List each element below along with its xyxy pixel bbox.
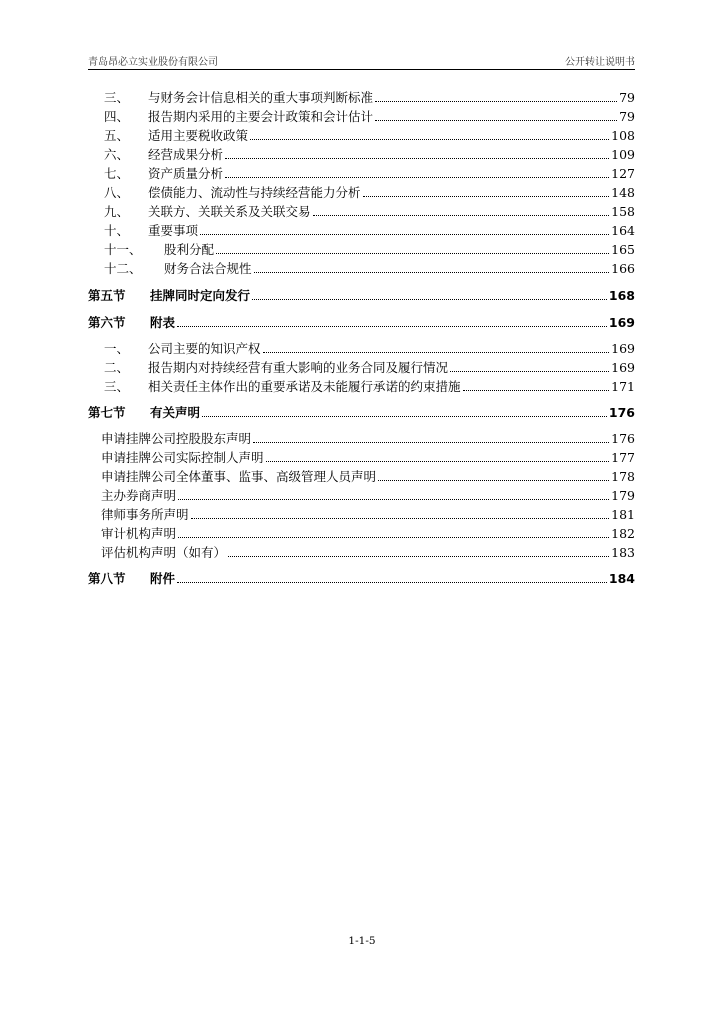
dot-leader [254,272,610,273]
toc-entry-title: 与财务会计信息相关的重大事项判断标准 [148,90,374,105]
toc-entry-title: 公司主要的知识产权 [148,341,261,356]
toc-entry[interactable] [88,429,635,447]
dot-leader [177,326,607,327]
toc-section-6[interactable] [88,313,635,331]
toc-entry-title: 报告期内对持续经营有重大影响的业务合同及履行情况 [148,360,449,375]
toc-entry-title: 相关责任主体作出的重要承诺及未能履行承诺的约束措施 [148,379,461,394]
toc-section-title: 附件 [150,571,176,586]
dot-leader [375,101,617,102]
toc-entry-title: 报告期内采用的主要会计政策和会计估计 [148,109,374,124]
toc-entry-title: 主办券商声明 [101,488,177,503]
toc-entry-number: 一、 [104,341,130,356]
toc-entry-page: 79 [619,90,635,105]
toc-entry-title: 申请挂牌公司实际控制人声明 [101,450,264,465]
dot-leader [313,215,610,216]
toc-entry-page: 179 [611,488,635,503]
toc-entry-number: 二、 [104,360,130,375]
dot-leader [177,582,607,583]
toc-section-title: 有关声明 [150,405,201,420]
dot-leader [202,416,607,417]
toc-entry-title: 资产质量分析 [148,166,224,181]
toc-entry-title: 申请挂牌公司全体董事、监事、高级管理人员声明 [101,469,377,484]
toc-entry-title: 股利分配 [164,242,215,257]
toc-entry-number: 四、 [104,109,130,124]
dot-leader [191,518,610,519]
toc-entry[interactable] [88,486,635,504]
toc-entry-number: 五、 [104,128,130,143]
toc-entry-number: 九、 [104,204,130,219]
dot-leader [216,253,609,254]
toc-section-page: 169 [608,315,635,330]
toc-entry-number: 三、 [104,379,130,394]
toc-entry[interactable] [88,358,635,376]
toc-section-number: 第七节 [88,405,126,420]
toc-entry-number: 十、 [104,223,130,238]
toc-entry[interactable] [88,126,635,144]
dot-leader [250,139,609,140]
toc-entry-number: 三、 [104,90,130,105]
toc-entry[interactable] [88,164,635,182]
dot-leader [200,234,609,235]
dot-leader [263,352,610,353]
toc-entry[interactable] [88,202,635,220]
toc-entry-title: 审计机构声明 [101,526,177,541]
toc-entry-number: 八、 [104,185,130,200]
toc-entry[interactable] [88,240,635,258]
header-rule [88,69,635,70]
toc-entry-number: 十二、 [104,261,142,276]
toc-entry[interactable] [88,377,635,395]
page-number: 1-1-5 [348,935,376,947]
toc-entry-page: 158 [611,204,635,219]
toc-entry-title: 偿债能力、流动性与持续经营能力分析 [148,185,361,200]
dot-leader [375,120,617,121]
toc-section-page: 184 [608,571,635,586]
toc-entry-page: 164 [611,223,635,238]
toc-entry[interactable] [88,505,635,523]
toc-entry-title: 适用主要税收政策 [148,128,249,143]
toc-entry-page: 181 [611,507,635,522]
dot-leader [178,537,609,538]
dot-leader [378,480,609,481]
toc-entry[interactable] [88,467,635,485]
header-company-name: 青岛昂必立实业股份有限公司 [88,57,218,68]
toc-entry-number: 十一、 [104,242,142,257]
toc-section-5[interactable] [88,286,635,304]
toc-entry-title: 经营成果分析 [148,147,224,162]
dot-leader [253,442,609,443]
dot-leader [252,299,607,300]
toc-entry-page: 177 [611,450,635,465]
toc-entry[interactable] [88,448,635,466]
toc-entry[interactable] [88,88,635,106]
toc-entry[interactable] [88,145,635,163]
dot-leader [178,499,609,500]
toc-entry-number: 六、 [104,147,130,162]
toc-entry-page: 127 [611,166,635,181]
toc-entry[interactable] [88,543,635,561]
toc-entry-page: 178 [611,469,635,484]
toc-entry[interactable] [88,339,635,357]
toc-entry[interactable] [88,183,635,201]
toc-entry-page: 182 [611,526,635,541]
dot-leader [463,390,610,391]
toc-entry-title: 财务合法合规性 [164,261,252,276]
toc-entry-page: 165 [611,242,635,257]
toc-entry-title: 关联方、关联关系及关联交易 [148,204,311,219]
toc-section-number: 第六节 [88,315,126,330]
toc-section-title: 附表 [150,315,176,330]
toc-section-8[interactable] [88,569,635,587]
toc-entry-page: 109 [611,147,635,162]
toc-entry-title: 评估机构声明（如有） [101,545,227,560]
toc-entry-title: 重要事项 [148,223,199,238]
header-document-type: 公开转让说明书 [565,57,635,68]
toc-entry-page: 183 [611,545,635,560]
dot-leader [266,461,610,462]
toc-entry-page: 171 [611,379,635,394]
toc-entry-page: 166 [611,261,635,276]
toc-section-number: 第五节 [88,288,126,303]
toc-section-title: 挂牌同时定向发行 [150,288,251,303]
toc-entry-page: 79 [619,109,635,124]
dot-leader [450,371,609,372]
toc-section-number: 第八节 [88,571,126,586]
toc-entry[interactable] [88,259,635,277]
toc-entry-page: 148 [611,185,635,200]
dot-leader [225,177,609,178]
dot-leader [228,556,609,557]
toc-entry[interactable] [88,524,635,542]
toc-entry-number: 七、 [104,166,130,181]
toc-entry[interactable] [88,221,635,239]
dot-leader [363,196,610,197]
toc-entry-title: 申请挂牌公司控股股东声明 [101,431,252,446]
toc-section-page: 168 [608,288,635,303]
toc-section-page: 176 [608,405,635,420]
toc-section-7[interactable] [88,403,635,421]
toc-entry[interactable] [88,107,635,125]
toc-entry-page: 176 [611,431,635,446]
toc-entry-title: 律师事务所声明 [101,507,189,522]
dot-leader [225,158,609,159]
toc-entry-page: 108 [611,128,635,143]
toc-entry-page: 169 [611,341,635,356]
toc-entry-page: 169 [611,360,635,375]
